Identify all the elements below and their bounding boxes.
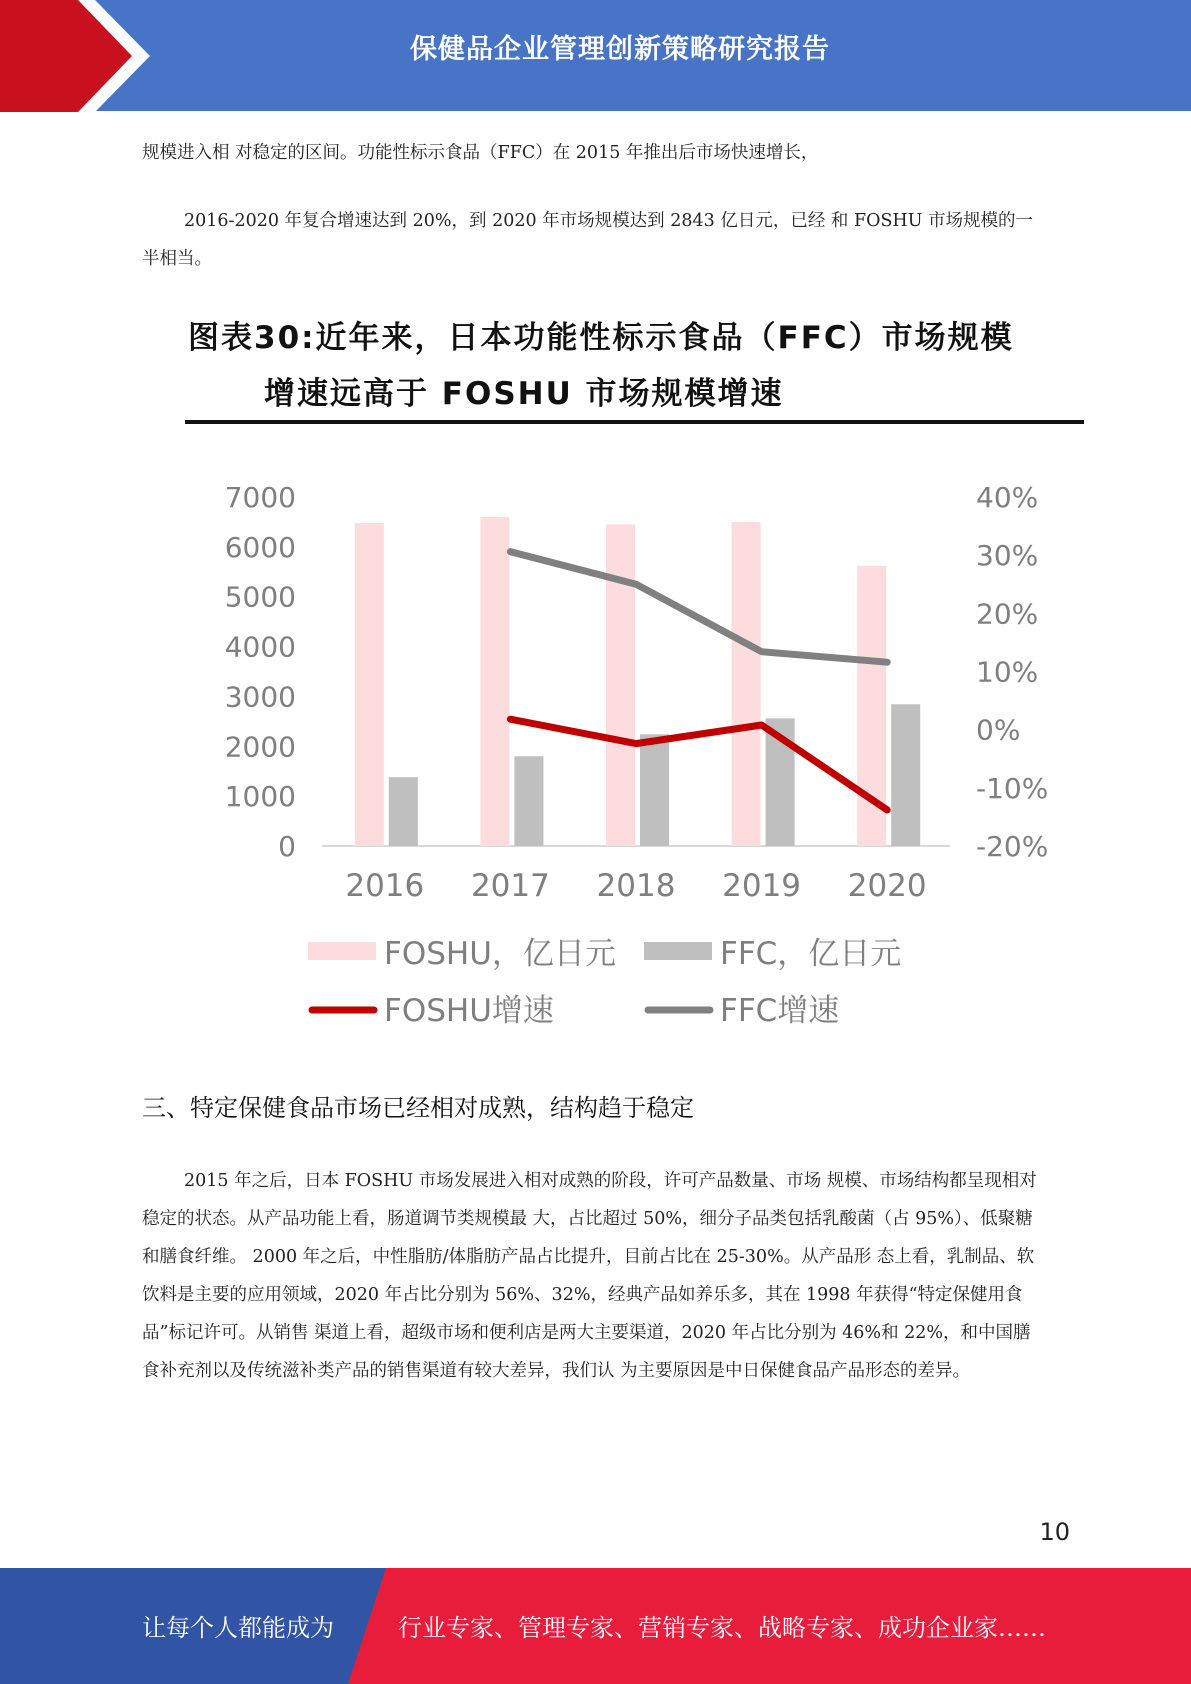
body-paragraph: 2015 年之后，日本 FOSHU 市场发展进入相对成熟的阶段，许可产品数量、市场 规模、市场结构都呈现相对稳定的状态。从产品功能上看，肠道调节类规模最 大，占比超过 50%，细分子品类包括乳酸菌（占 95%）、低聚糖和膳食纤维。 2000 年之后，中性脂肪/体脂肪产品占比提升，目前占比在 25-30%。从产品形 态上看，乳制品、软饮料是主要的应用领域，2020 年占比分别为 56%、32%，经典产品如养乐多，其在 1998 年获得“特定保健用食品”标记许可。从销售 渠道上看，超级市场和便利店是两大主要渠道，2020 年占比分别为 46%和 22%，和中国膳食补充剂以及传统滋补类产品的销售渠道有较大差异，我们认 为主要原因是中日保健食品产品形态的差异。 (142, 1171, 1037, 1381)
line-ffc-growth (510, 552, 887, 663)
bar-ffc (640, 734, 669, 846)
y-left-tick-label: 2000 (224, 730, 296, 764)
figure-title-line-1: 图表30:近年来，日本功能性标示食品（FFC）市场规模 (188, 320, 1014, 356)
legend-label-ffc: FFC，亿日元 (720, 936, 902, 972)
legend-swatch-ffc (644, 942, 712, 960)
y-left-tick-label: 6000 (224, 530, 296, 564)
intro-paragraph-1: 规模进入相 对稳定的区间。功能性标示食品（FFC）在 2015 年推出后市场快速增长， (142, 143, 819, 163)
x-tick-label: 2017 (470, 868, 550, 904)
bar-foshu (606, 524, 635, 846)
x-tick-label: 2016 (345, 868, 425, 904)
legend-label-foshu-growth: FOSHU增速 (384, 993, 554, 1029)
y-left-tick-label: 0 (278, 830, 296, 863)
y-right-tick-label: -20% (976, 830, 1049, 863)
y-left-tick-label: 3000 (224, 680, 296, 714)
line-foshu-growth (510, 719, 887, 810)
x-tick-label: 2018 (596, 868, 676, 904)
y-left-tick-label: 4000 (224, 630, 296, 664)
bar-foshu (732, 522, 761, 846)
y-left-tick-label: 7000 (224, 481, 296, 514)
legend-label-foshu: FOSHU，亿日元 (384, 936, 616, 972)
intro-paragraph-2: 2016-2020 年复合增速达到 20%，到 2020 年市场规模达到 2843 亿日元，已经 和 FOSHU 市场规模的一半相当。 (142, 211, 1034, 269)
bar-foshu (355, 523, 384, 846)
x-tick-label: 2020 (847, 868, 927, 904)
page-number: 10 (1039, 1518, 1070, 1546)
report-title: 保健品企业管理创新策略研究报告 (410, 34, 830, 65)
legend-swatch-foshu (308, 942, 376, 960)
y-right-tick-label: 40% (976, 481, 1039, 514)
legend-label-ffc-growth: FFC增速 (720, 993, 840, 1029)
bar-foshu (480, 517, 509, 846)
y-left-tick-label: 1000 (224, 780, 296, 814)
y-right-tick-label: 10% (976, 655, 1039, 689)
x-tick-label: 2019 (722, 868, 802, 904)
figure-title-line-2: 增速远高于 FOSHU 市场规模增速 (264, 376, 784, 412)
y-left-tick-label: 5000 (224, 580, 296, 614)
footer-slogan-right: 行业专家、管理专家、营销专家、战略专家、成功企业家…… (398, 1614, 1046, 1642)
y-right-tick-label: 20% (976, 597, 1039, 631)
section-heading: 三、特定保健食品市场已经相对成熟，结构趋于稳定 (142, 1094, 694, 1122)
bar-ffc (389, 777, 418, 846)
bar-ffc (514, 756, 543, 846)
y-right-tick-label: 30% (976, 539, 1039, 573)
y-right-tick-label: 0% (976, 713, 1021, 747)
footer-slogan-left: 让每个人都能成为 (142, 1614, 334, 1642)
bar-ffc (891, 704, 920, 846)
y-right-tick-label: -10% (976, 771, 1049, 805)
